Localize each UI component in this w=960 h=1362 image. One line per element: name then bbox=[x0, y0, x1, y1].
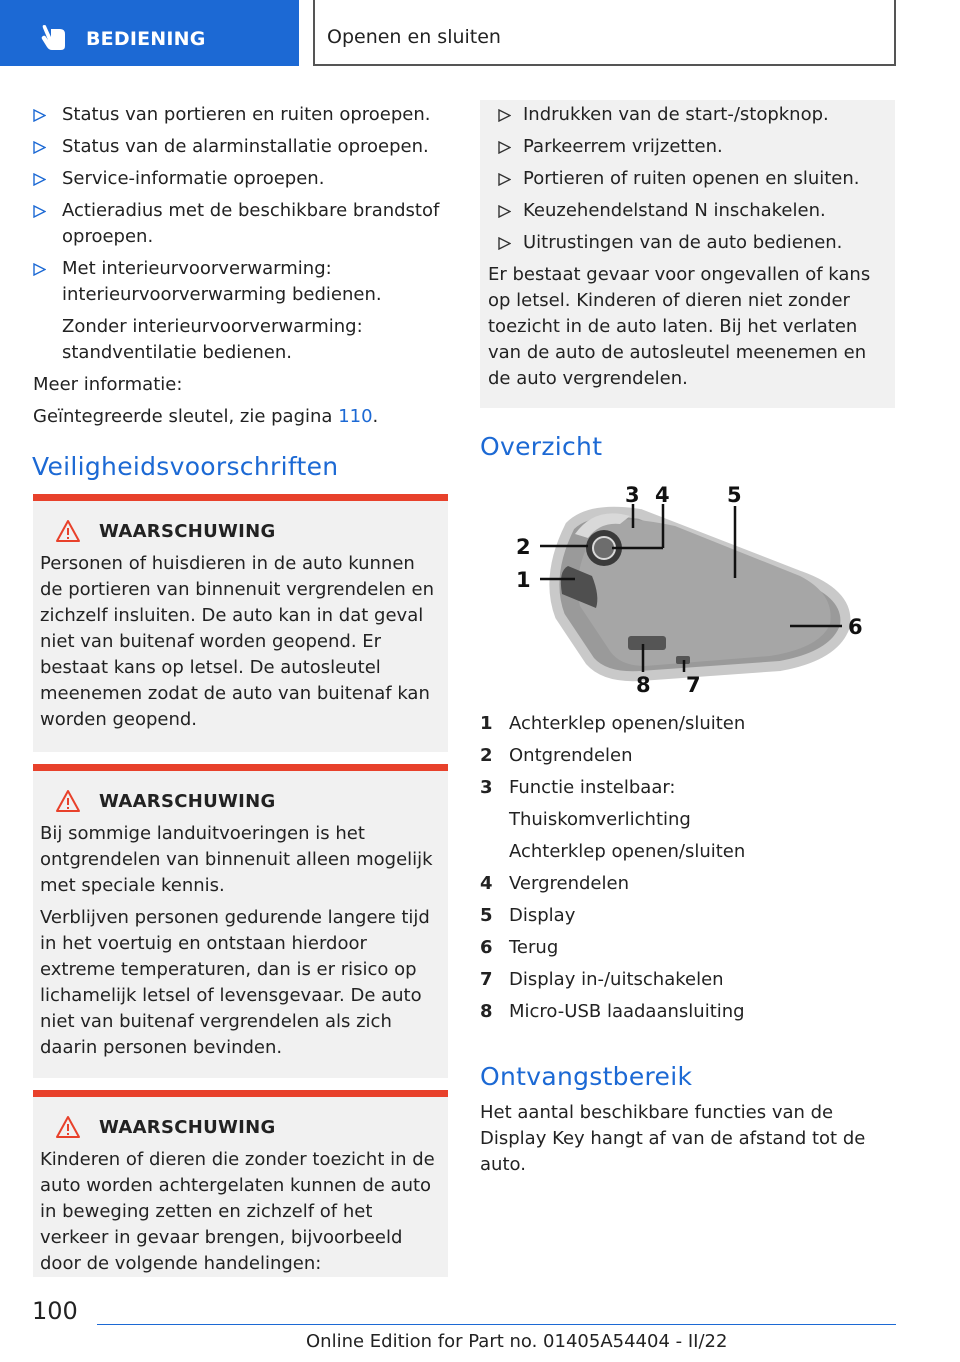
list-item-text: Status van portieren en ruiten oproepen. bbox=[62, 104, 431, 125]
warning-body bbox=[33, 551, 448, 733]
section-name: BEDIENING bbox=[86, 28, 206, 50]
legend-text: Achterklep openen/sluiten bbox=[509, 841, 746, 862]
list-item bbox=[488, 166, 893, 192]
warning-paragraph: Personen of huisdieren in de auto kunnen de portieren van binnenuit vergrendelen en zichzelf insluiten. De auto kan in dat geval niet van buitenaf worden geopend. Er bestaat kans op letsel. De autosleutel meenemen zodat de auto van buitenaf kan worden geopend. bbox=[40, 553, 435, 730]
figure-label-8: 8 bbox=[636, 673, 651, 697]
page-number: 100 bbox=[32, 1297, 78, 1325]
legend-row bbox=[480, 903, 900, 929]
edition-text: Online Edition for Part no. 01405A54404 - II/22 bbox=[306, 1331, 728, 1352]
more-info-label: Meer informatie: bbox=[33, 374, 183, 395]
legend-number: 3 bbox=[480, 777, 493, 798]
legend-row bbox=[480, 711, 900, 737]
warning-box bbox=[33, 764, 448, 1078]
legend-text: Display in-/uitschakelen bbox=[509, 969, 724, 990]
legend-number: 1 bbox=[480, 713, 493, 734]
warning-triangle-icon bbox=[55, 789, 81, 813]
footer-divider bbox=[97, 1324, 896, 1325]
legend-number: 5 bbox=[480, 905, 493, 926]
page-link[interactable]: 110 bbox=[338, 406, 373, 427]
list-item bbox=[33, 166, 451, 192]
legend-row bbox=[480, 935, 900, 961]
display-key-figure bbox=[500, 476, 880, 702]
warning-body bbox=[33, 1147, 448, 1277]
list-item bbox=[488, 134, 893, 160]
triangle-bullet-icon bbox=[498, 173, 511, 186]
triangle-bullet-icon bbox=[33, 205, 46, 218]
figure-legend bbox=[480, 711, 900, 1031]
warning-title: WAARSCHUWING bbox=[99, 790, 276, 812]
legend-row bbox=[480, 743, 900, 769]
list-item bbox=[33, 256, 451, 308]
chapter-header bbox=[313, 0, 896, 66]
reference-end: . bbox=[372, 406, 379, 427]
legend-text: Thuiskomverlichting bbox=[509, 809, 691, 830]
figure-label-1: 1 bbox=[516, 568, 531, 592]
list-item-text: Indrukken van de start-/stopknop. bbox=[523, 104, 829, 125]
list-item bbox=[33, 198, 451, 250]
list-item-text: Met interieurvoorverwarming: interieurvoorverwarming bedienen. bbox=[62, 258, 382, 305]
legend-text: Vergrendelen bbox=[509, 873, 629, 894]
figure-label-6: 6 bbox=[848, 615, 863, 639]
chapter-title: Openen en sluiten bbox=[327, 26, 501, 48]
warning-title: WAARSCHUWING bbox=[99, 520, 276, 542]
warning-continuation-box bbox=[480, 100, 895, 408]
figure-label-3: 3 bbox=[625, 483, 640, 507]
warning-body bbox=[33, 821, 448, 1061]
warning-header bbox=[55, 519, 448, 543]
figure-label-5: 5 bbox=[727, 483, 742, 507]
legend-row bbox=[480, 839, 900, 865]
section-tab bbox=[0, 0, 299, 66]
list-item-text: Status van de alarminstallatie oproepen. bbox=[62, 136, 429, 157]
list-item bbox=[488, 230, 893, 256]
cross-reference bbox=[33, 404, 451, 430]
range-heading: Ontvangstbereik bbox=[480, 1062, 693, 1091]
legend-row bbox=[480, 775, 900, 801]
list-item bbox=[488, 198, 893, 224]
safety-heading: Veiligheidsvoorschriften bbox=[32, 452, 339, 481]
warning-paragraph: Kinderen of dieren die zonder toezicht in de auto worden achtergelaten kunnen de auto in beweging zetten en zichzelf of het verkeer in gevaar brengen, bijvoorbeeld door de volgende handelingen: bbox=[40, 1149, 435, 1274]
legend-number: 7 bbox=[480, 969, 493, 990]
legend-text: Functie instelbaar: bbox=[509, 777, 676, 798]
legend-row bbox=[480, 999, 900, 1025]
list-item-text: Parkeerrem vrijzetten. bbox=[523, 136, 723, 157]
triangle-bullet-icon bbox=[498, 205, 511, 218]
warning-paragraph: Verblijven personen gedurende langere tijd in het voertuig en ontstaan hierdoor extreme temperaturen, dan is er risico op lichamelijk letsel of levensgevaar. De auto niet van buitenaf vergrendelen als zich daarin personen bevinden. bbox=[40, 907, 430, 1058]
triangle-bullet-icon bbox=[498, 141, 511, 154]
legend-text: Display bbox=[509, 905, 576, 926]
warning-paragraph: Bij sommige landuitvoeringen is het ontgrendelen van binnenuit alleen mogelijk met speciale kennis. bbox=[40, 823, 433, 896]
range-text: Het aantal beschikbare functies van de Display Key hangt af van de afstand tot de auto. bbox=[480, 1102, 866, 1175]
list-item-text: Keuzehendelstand N inschakelen. bbox=[523, 200, 826, 221]
warning-triangle-icon bbox=[55, 1115, 81, 1139]
list-item-text: Actieradius met de beschikbare brandstof oproepen. bbox=[62, 200, 440, 247]
warning-header bbox=[55, 789, 448, 813]
pointing-hand-icon bbox=[40, 24, 70, 56]
triangle-bullet-icon bbox=[33, 263, 46, 276]
legend-text: Ontgrendelen bbox=[509, 745, 633, 766]
list-item-text: Portieren of ruiten openen en sluiten. bbox=[523, 168, 860, 189]
warning-paragraph: Er bestaat gevaar voor ongevallen of kans op letsel. Kinderen of dieren niet zonder toezicht in de auto laten. Bij het verlaten van de auto de autosleutel meenemen en de auto vergrendelen. bbox=[488, 264, 871, 389]
legend-row bbox=[480, 871, 900, 897]
legend-text: Terug bbox=[509, 937, 559, 958]
triangle-bullet-icon bbox=[33, 173, 46, 186]
triangle-bullet-icon bbox=[33, 109, 46, 122]
warning-box bbox=[33, 1090, 448, 1277]
warning-continuation bbox=[488, 102, 893, 398]
list-item-text: Uitrustingen van de auto bedienen. bbox=[523, 232, 843, 253]
legend-number: 8 bbox=[480, 1001, 493, 1022]
left-column-top bbox=[33, 102, 451, 436]
warning-header bbox=[55, 1115, 448, 1139]
list-item-text: Service-informatie oproepen. bbox=[62, 168, 325, 189]
legend-text: Micro-USB laadaansluiting bbox=[509, 1001, 745, 1022]
list-item bbox=[488, 102, 893, 128]
legend-number: 4 bbox=[480, 873, 493, 894]
list-item-subtext: Zonder interieurvoorverwarming: standventilatie bedienen. bbox=[62, 316, 363, 363]
warning-triangle-icon bbox=[55, 519, 81, 543]
reference-text: Geïntegreerde sleutel, zie pagina bbox=[33, 406, 339, 427]
figure-label-7: 7 bbox=[686, 673, 701, 697]
list-item bbox=[33, 102, 451, 128]
triangle-bullet-icon bbox=[498, 237, 511, 250]
triangle-bullet-icon bbox=[33, 141, 46, 154]
legend-row bbox=[480, 967, 900, 993]
legend-number: 2 bbox=[480, 745, 493, 766]
warning-box bbox=[33, 494, 448, 752]
legend-row bbox=[480, 807, 900, 833]
overview-heading: Overzicht bbox=[480, 432, 603, 461]
legend-number: 6 bbox=[480, 937, 493, 958]
figure-label-4: 4 bbox=[655, 483, 670, 507]
triangle-bullet-icon bbox=[498, 109, 511, 122]
list-item bbox=[33, 134, 451, 160]
warning-title: WAARSCHUWING bbox=[99, 1116, 276, 1138]
figure-label-2: 2 bbox=[516, 535, 531, 559]
legend-text: Achterklep openen/sluiten bbox=[509, 713, 746, 734]
display-key-illustration bbox=[554, 512, 845, 676]
